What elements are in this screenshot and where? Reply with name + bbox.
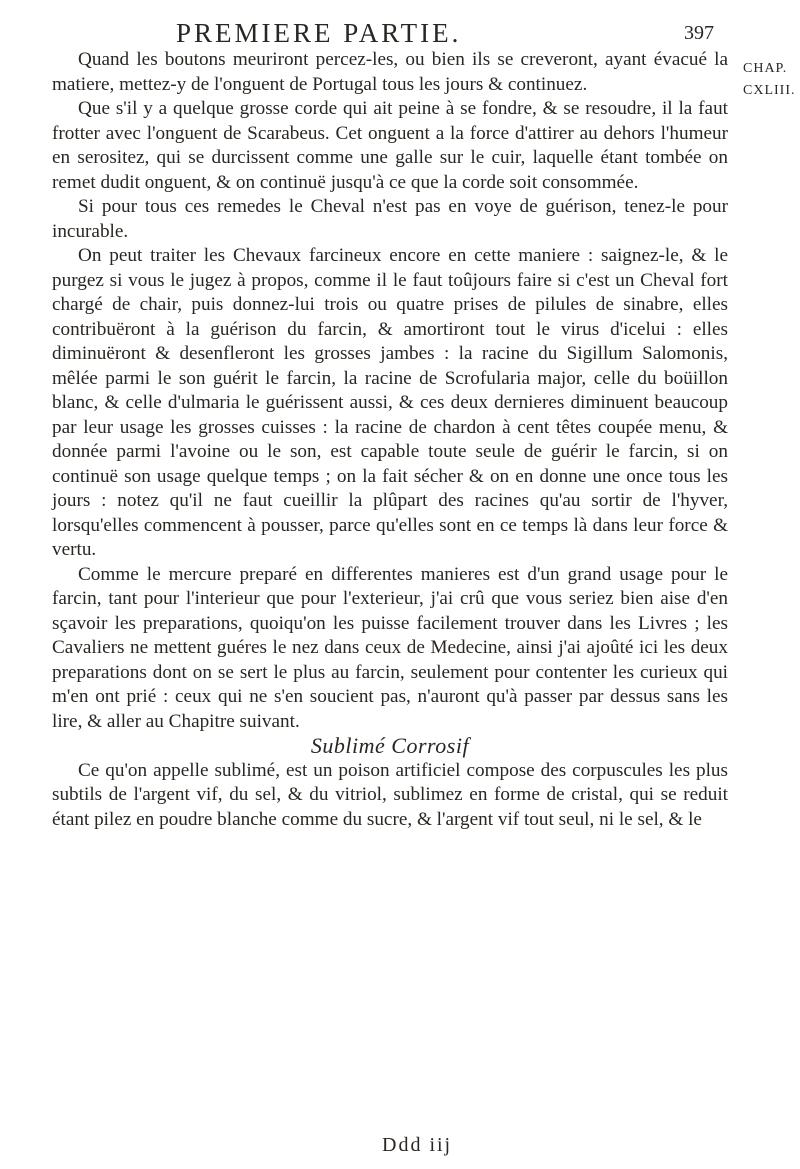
paragraph: On peut traiter les Chevaux farcineux encore en cette maniere : saignez-le, & le purgez si vous le jugez à propos, comme il le faut toûjours faire si c'est un Cheval fort chargé de chair, puis donnez-lui trois ou quatre prises de pilules de sinabre, elles contribuëront à la guérison du farcin, & amortiront tout le virus d'icelui : elles diminuëront & desenfleront les grosses jambes : la racine du Sigillum Salomonis, mêlée parmi le son guérit le farcin, la racine de Scrofularia major, celle du boüillon blanc, & celle d'ulmaria le guérissent aussi, & ces deux dernieres diminuent beaucoup par leur usage les grosses cuisses : la racine de chardon à cent têtes coupée menu, & donnée parmi l'avoine ou le son, est capable toute seule de guérir le farcin, si on continuë son usage quelque temps ; on la fait sécher & on en donne une once tous les jours : notez qu'il ne faut cueillir la plûpart des racines qu'au sortir de l'hyver, lorsqu'elles commencent à pousser, parce qu'elles sont en ce temps là dans leur force & vertu. xyxy=(52,245,728,560)
page-number: 397 xyxy=(684,22,714,44)
paragraph: Si pour tous ces remedes le Cheval n'est pas en voye de guérison, tenez-le pour incurable. xyxy=(52,196,728,242)
paragraph: Quand les boutons meuriront percez-les, ou bien ils se creveront, ayant évacué la matiere, mettez-y de l'onguent de Portugal tous les jours & continuez. xyxy=(52,49,728,95)
paragraph: Ce qu'on appelle sublimé, est un poison artificiel compose des corpuscules les plus subtils de l'argent vif, du sel, & du vitriol, sublimez en forme de cristal, qui se reduit étant pilez en poudre blanche comme du sucre, & l'argent vif tout seul, ni le sel, & le xyxy=(52,759,728,830)
section-heading: Sublimé Corrosif xyxy=(310,733,470,758)
signature-mark: Ddd iij xyxy=(382,1134,453,1156)
paragraph: Comme le mercure preparé en differentes manieres est d'un grand usage pour le farcin, tant pour l'interieur que pour l'exterieur, j'ai crû que vous seriez bien aise d'en sçavoir les preparations, quoiqu'on les puisse facilement trouver dans les Livres ; les Cavaliers ne mettent guéres le nez dans ceux de Medecine, ainsi j'ai ajoûté ici les deux preparations dont on se sert le plus au farcin, seulement pour contenter les curieux qui m'en ont prié : ceux qui ne s'en soucient pas, n'auront qu'à passer par dessus sans les lire, & aller au Chapitre suivant. xyxy=(52,563,728,732)
paragraph: Que s'il y a quelque grosse corde qui ait peine à se fondre, & se resoudre, il la faut frotter avec l'onguent de Scarabeus. Cet onguent a la force d'attirer au dehors l'humeur en serositez, qui se durcissent comme une galle sur le cuir, laquelle étant tombée on remet dudit onguent, & on continuë jusqu'à ce que la corde soit consommée. xyxy=(52,98,728,193)
running-head: PREMIERE PARTIE. xyxy=(176,18,462,48)
margin-note-number: CXLIII. xyxy=(743,83,796,98)
margin-note-chap: CHAP. xyxy=(743,61,788,76)
chapter-margin-note xyxy=(743,58,796,102)
body-text xyxy=(52,48,728,832)
page-header xyxy=(0,18,800,52)
